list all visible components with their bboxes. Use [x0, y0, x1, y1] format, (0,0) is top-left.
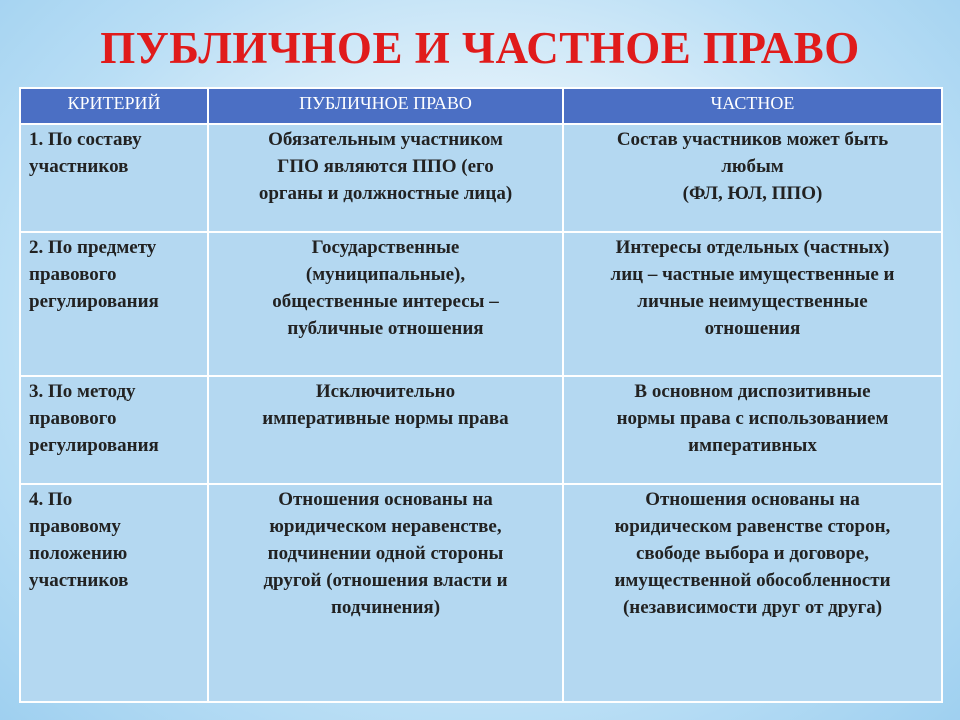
cell-line: Интересы отдельных (частных)	[615, 237, 890, 258]
cell-line: Государственные	[311, 237, 460, 258]
public-law-cell	[208, 484, 563, 702]
table-row	[20, 232, 942, 376]
cell-line: Обязательным участником	[268, 129, 503, 150]
cell-line: 3. По методу	[29, 381, 136, 402]
cell-line: 1. По составу	[29, 129, 142, 150]
header-public-law: ПУБЛИЧНОЕ ПРАВО	[208, 88, 563, 124]
criterion-cell	[20, 484, 208, 702]
cell-line: Исключительно	[315, 381, 456, 402]
cell-line: 2. По предмету	[29, 237, 157, 258]
cell-line: нормы права с использованием	[616, 408, 889, 429]
cell-line: правовому	[29, 516, 121, 537]
cell-line: правового	[29, 264, 117, 285]
criterion-cell	[20, 232, 208, 376]
table-header-row	[20, 88, 942, 124]
criterion-cell	[20, 376, 208, 484]
criterion-cell	[20, 124, 208, 232]
comparison-table	[19, 87, 943, 703]
private-law-cell	[563, 124, 942, 232]
cell-line: юридическом равенстве сторон,	[614, 516, 891, 537]
cell-line: личные неимущественные	[637, 291, 868, 312]
private-law-cell	[563, 376, 942, 484]
cell-line: положению	[29, 543, 128, 564]
cell-line: императивные нормы права	[262, 408, 509, 429]
cell-line: Отношения основаны на	[645, 489, 860, 510]
private-law-cell	[563, 232, 942, 376]
private-law-cell	[563, 484, 942, 702]
public-law-cell	[208, 376, 563, 484]
cell-line: другой (отношения власти и	[263, 570, 508, 591]
header-private-law: ЧАСТНОЕ	[563, 88, 942, 124]
cell-line: подчинении одной стороны	[267, 543, 504, 564]
cell-line: свободе выбора и договоре,	[635, 543, 870, 564]
cell-line: императивных	[688, 435, 817, 456]
cell-line: публичные отношения	[287, 318, 484, 339]
cell-line: имущественной обособленности	[614, 570, 891, 591]
cell-line: Отношения основаны на	[278, 489, 493, 510]
public-law-cell	[208, 232, 563, 376]
cell-line: общественные интересы –	[272, 291, 499, 312]
cell-line: регулирования	[29, 291, 159, 312]
cell-line: подчинения)	[330, 597, 441, 618]
table-row	[20, 376, 942, 484]
cell-line: любым	[721, 156, 784, 177]
cell-line: (ФЛ, ЮЛ, ППО)	[682, 183, 823, 204]
cell-line: В основном диспозитивные	[634, 381, 871, 402]
cell-line: правового	[29, 408, 117, 429]
public-law-cell	[208, 124, 563, 232]
cell-line: лиц – частные имущественные и	[610, 264, 895, 285]
cell-line: отношения	[704, 318, 801, 339]
cell-line: участников	[29, 156, 129, 177]
cell-line: Состав участников может быть	[616, 129, 889, 150]
cell-line: регулирования	[29, 435, 159, 456]
cell-line: органы и должностные лица)	[258, 183, 513, 204]
cell-line: (муниципальные),	[305, 264, 466, 285]
cell-line: ГПО являются ППО (его	[277, 156, 494, 177]
slide-title: ПУБЛИЧНОЕ И ЧАСТНОЕ ПРАВО	[100, 23, 860, 73]
cell-line: участников	[29, 570, 129, 591]
cell-line: (независимости друг от друга)	[622, 597, 883, 618]
header-criterion: КРИТЕРИЙ	[20, 88, 208, 124]
table-row	[20, 124, 942, 232]
cell-line: 4. По	[29, 489, 73, 510]
table-row	[20, 484, 942, 702]
cell-line: юридическом неравенстве,	[269, 516, 502, 537]
